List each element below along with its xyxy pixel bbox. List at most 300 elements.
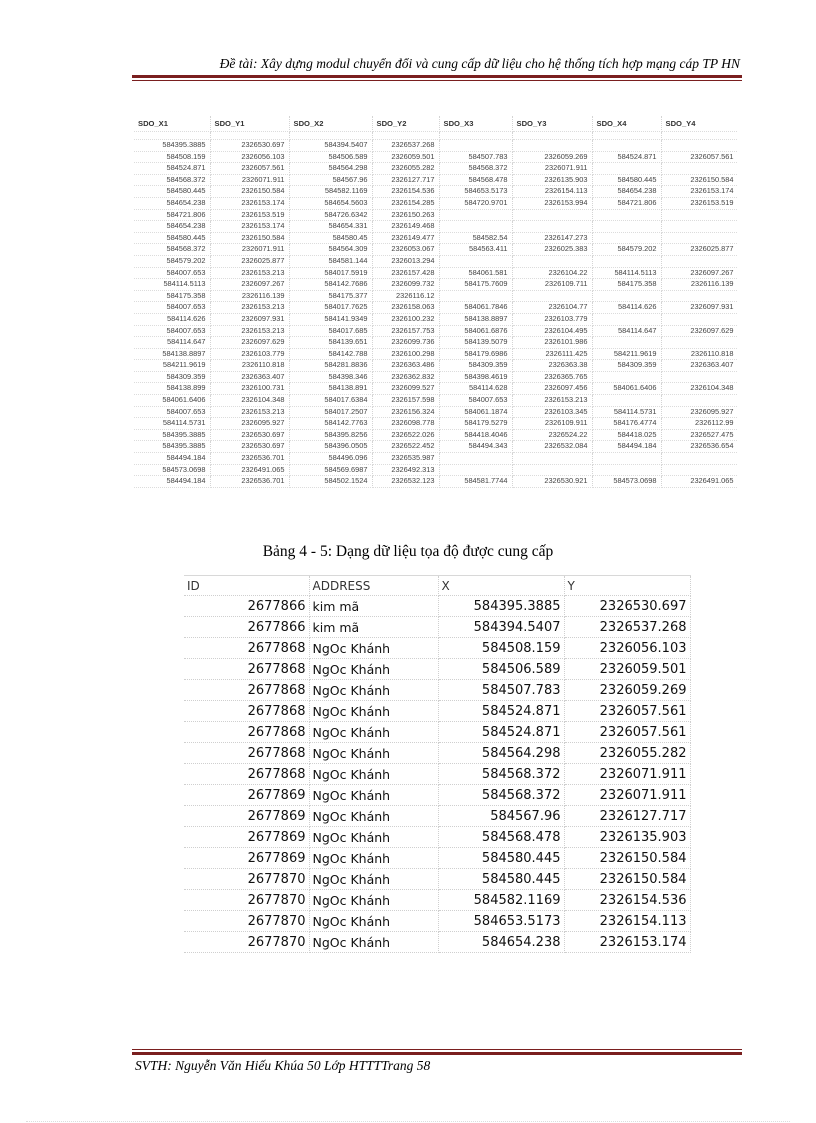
- sdo-cell: 584114.628: [439, 383, 512, 395]
- sdo-cell: 2326104.77: [512, 302, 592, 314]
- sdo-cell: 584141.9349: [289, 313, 372, 325]
- sdo-cell: 2326097.931: [661, 302, 738, 314]
- sdo-cell: 584494.343: [439, 441, 512, 453]
- sdo-cell: 584720.9701: [439, 197, 512, 209]
- sdo-cell: 584114.5113: [592, 267, 661, 279]
- sdo-cell: [512, 140, 592, 152]
- sdo-row: [134, 395, 738, 407]
- sdo-cell: 584654.238: [134, 197, 210, 209]
- sdo-cell: 584579.202: [592, 244, 661, 256]
- sdo-cell: 584418.4046: [439, 429, 512, 441]
- sdo-cell: 2326153.174: [661, 186, 738, 198]
- number-cell: 584568.372: [438, 764, 564, 785]
- number-cell: 2326135.903: [564, 827, 690, 848]
- sdo-cell: 584569.6987: [289, 464, 372, 476]
- sdo-cell: 2326097.267: [210, 279, 289, 291]
- sdo-cell: 2326116.139: [210, 290, 289, 302]
- sdo-cell: 584582.1169: [289, 186, 372, 198]
- sdo-cell: 2326071.911: [512, 163, 592, 175]
- sdo-cell: 2326149.477: [372, 232, 439, 244]
- sdo-cell: [592, 453, 661, 465]
- coord-row: [184, 701, 690, 722]
- sdo-row: [134, 453, 738, 465]
- coord-row: [184, 890, 690, 911]
- sdo-cell: 2326097.629: [210, 337, 289, 349]
- address-cell: NgOc Khánh: [309, 659, 438, 680]
- sdo-cell: [210, 132, 289, 140]
- address-cell: NgOc Khánh: [309, 869, 438, 890]
- sdo-cell: 584395.3885: [134, 441, 210, 453]
- number-cell: 584568.478: [438, 827, 564, 848]
- sdo-cell: 584567.96: [289, 174, 372, 186]
- page-bottom-border: [26, 1121, 790, 1122]
- sdo-cell: [661, 371, 738, 383]
- sdo-cell: 2326150.263: [372, 209, 439, 221]
- sdo-cell: 584114.626: [592, 302, 661, 314]
- sdo-cell: 584568.372: [134, 244, 210, 256]
- address-cell: NgOc Khánh: [309, 848, 438, 869]
- sdo-cell: [512, 464, 592, 476]
- sdo-cell: 584398.4619: [439, 371, 512, 383]
- sdo-cell: 584494.184: [134, 453, 210, 465]
- sdo-column-header: SDO_X1: [134, 116, 210, 132]
- sdo-cell: 584563.411: [439, 244, 512, 256]
- sdo-cell: 2326153.213: [210, 325, 289, 337]
- sdo-cell: 584114.5113: [134, 279, 210, 291]
- number-cell: 2326055.282: [564, 743, 690, 764]
- sdo-cell: 584494.184: [134, 476, 210, 488]
- sdo-cell: [661, 313, 738, 325]
- number-cell: 2326056.103: [564, 638, 690, 659]
- sdo-cell: 584309.359: [592, 360, 661, 372]
- number-cell: 2677868: [184, 701, 309, 722]
- sdo-cell: 2326097.931: [210, 313, 289, 325]
- sdo-cell: 2326532.123: [372, 476, 439, 488]
- sdo-cell: 584142.788: [289, 348, 372, 360]
- number-cell: 2326150.584: [564, 848, 690, 869]
- sdo-cell: 2326100.298: [372, 348, 439, 360]
- sdo-row: [134, 267, 738, 279]
- sdo-column-header: SDO_X2: [289, 116, 372, 132]
- footer-rule-thin: [132, 1049, 742, 1050]
- sdo-cell: 2326522.452: [372, 441, 439, 453]
- sdo-row: [134, 429, 738, 441]
- sdo-cell: 584396.0505: [289, 441, 372, 453]
- sdo-row: [134, 151, 738, 163]
- sdo-row: [134, 464, 738, 476]
- sdo-cell: 584568.372: [134, 174, 210, 186]
- sdo-column-header: SDO_X3: [439, 116, 512, 132]
- sdo-cell: [661, 221, 738, 233]
- sdo-cell: 2326112.99: [661, 418, 738, 430]
- sdo-cell: 584502.1524: [289, 476, 372, 488]
- sdo-cell: 2326153.519: [661, 197, 738, 209]
- sdo-cell: 584580.445: [134, 186, 210, 198]
- sdo-cell: [289, 132, 372, 140]
- sdo-cell: 584281.8836: [289, 360, 372, 372]
- sdo-cell: 584398.346: [289, 371, 372, 383]
- sdo-cell: 584061.6876: [439, 325, 512, 337]
- sdo-cell: 584017.7625: [289, 302, 372, 314]
- sdo-cell: 2326527.475: [661, 429, 738, 441]
- sdo-cell: 2326491.065: [210, 464, 289, 476]
- sdo-cell: 2326535.987: [372, 453, 439, 465]
- sdo-cell: [439, 290, 512, 302]
- sdo-cell: 2326103.345: [512, 406, 592, 418]
- sdo-cell: [661, 395, 738, 407]
- sdo-cell: 584114.5731: [592, 406, 661, 418]
- sdo-cell: 584211.9619: [134, 360, 210, 372]
- sdo-cell: 584138.8897: [439, 313, 512, 325]
- number-cell: 2677866: [184, 617, 309, 638]
- sdo-row: [134, 244, 738, 256]
- header-rule-thin: [132, 80, 742, 81]
- number-cell: 2677869: [184, 848, 309, 869]
- address-cell: NgOc Khánh: [309, 785, 438, 806]
- sdo-cell: 2326522.026: [372, 429, 439, 441]
- address-cell: NgOc Khánh: [309, 680, 438, 701]
- number-cell: 584524.871: [438, 722, 564, 743]
- sdo-cell: 2326100.232: [372, 313, 439, 325]
- sdo-cell: 584017.6384: [289, 395, 372, 407]
- coord-row: [184, 827, 690, 848]
- sdo-column-header: SDO_Y1: [210, 116, 289, 132]
- sdo-row: [134, 337, 738, 349]
- sdo-cell: 2326110.818: [661, 348, 738, 360]
- table-caption: Bảng 4 - 5: Dạng dữ liệu tọa độ được cung cấp: [262, 543, 554, 560]
- sdo-cell: 2326071.911: [210, 244, 289, 256]
- sdo-cell: [592, 209, 661, 221]
- sdo-row: [134, 221, 738, 233]
- sdo-cell: 2326071.911: [210, 174, 289, 186]
- sdo-cell: 2326524.22: [512, 429, 592, 441]
- sdo-cell: 584654.331: [289, 221, 372, 233]
- sdo-cell: 2326153.213: [210, 302, 289, 314]
- sdo-cell: 584061.6406: [592, 383, 661, 395]
- number-cell: 2326071.911: [564, 764, 690, 785]
- sdo-cell: [439, 140, 512, 152]
- number-cell: 2326154.113: [564, 911, 690, 932]
- sdo-cell: [439, 209, 512, 221]
- sdo-cell: 584007.653: [134, 406, 210, 418]
- coord-header-row: [184, 576, 690, 596]
- sdo-cell: 584721.806: [592, 197, 661, 209]
- sdo-cell: [661, 290, 738, 302]
- sdo-cell: [512, 453, 592, 465]
- sdo-row: [134, 313, 738, 325]
- sdo-cell: 2326059.501: [372, 151, 439, 163]
- sdo-cell: [439, 255, 512, 267]
- sdo-cell: 2326363.486: [372, 360, 439, 372]
- sdo-cell: 2326025.877: [210, 255, 289, 267]
- number-cell: 2677869: [184, 785, 309, 806]
- sdo-cell: 2326150.584: [210, 232, 289, 244]
- coord-table: [184, 575, 691, 953]
- sdo-cell: 2326530.697: [210, 140, 289, 152]
- sdo-cell: 584175.7609: [439, 279, 512, 291]
- coord-row: [184, 785, 690, 806]
- sdo-cell: 2326154.113: [512, 186, 592, 198]
- number-cell: 2677868: [184, 764, 309, 785]
- number-cell: 2326127.717: [564, 806, 690, 827]
- sdo-cell: [592, 221, 661, 233]
- coord-row: [184, 659, 690, 680]
- number-cell: 584567.96: [438, 806, 564, 827]
- sdo-cell: 2326154.285: [372, 197, 439, 209]
- number-cell: 2677868: [184, 659, 309, 680]
- sdo-spreadsheet-image: [134, 116, 738, 510]
- sdo-cell: 584142.7763: [289, 418, 372, 430]
- number-cell: 584524.871: [438, 701, 564, 722]
- coord-row: [184, 680, 690, 701]
- sdo-cell: 2326103.779: [210, 348, 289, 360]
- sdo-cell: 584007.653: [134, 267, 210, 279]
- coord-row: [184, 932, 690, 953]
- sdo-row: [134, 255, 738, 267]
- sdo-cell: 2326025.877: [661, 244, 738, 256]
- sdo-cell: 584573.0698: [134, 464, 210, 476]
- number-cell: 2677868: [184, 743, 309, 764]
- footer-rule-thick: [132, 1052, 742, 1055]
- address-cell: NgOc Khánh: [309, 638, 438, 659]
- sdo-cell: 2326097.629: [661, 325, 738, 337]
- sdo-cell: 2326153.519: [210, 209, 289, 221]
- sdo-cell: 2326150.584: [661, 174, 738, 186]
- sdo-cell: 2326153.213: [210, 267, 289, 279]
- sdo-cell: [592, 290, 661, 302]
- sdo-row: [134, 197, 738, 209]
- sdo-cell: 2326158.063: [372, 302, 439, 314]
- number-cell: 2677870: [184, 911, 309, 932]
- address-cell: NgOc Khánh: [309, 701, 438, 722]
- coord-row: [184, 911, 690, 932]
- sdo-cell: 584309.359: [439, 360, 512, 372]
- number-cell: 2326150.584: [564, 869, 690, 890]
- number-cell: 584580.445: [438, 869, 564, 890]
- sdo-cell: 2326530.921: [512, 476, 592, 488]
- sdo-cell: 2326536.701: [210, 453, 289, 465]
- number-cell: 2326153.174: [564, 932, 690, 953]
- sdo-cell: 584175.358: [134, 290, 210, 302]
- number-cell: 2677869: [184, 827, 309, 848]
- sdo-cell: 2326053.067: [372, 244, 439, 256]
- sdo-cell: 584061.6406: [134, 395, 210, 407]
- sdo-row: [134, 290, 738, 302]
- sdo-cell: 584142.7686: [289, 279, 372, 291]
- coord-table-image: [184, 575, 690, 953]
- number-cell: 584568.372: [438, 785, 564, 806]
- number-cell: 584506.589: [438, 659, 564, 680]
- sdo-cell: [661, 255, 738, 267]
- sdo-cell: 2326109.911: [512, 418, 592, 430]
- sdo-row: [134, 174, 738, 186]
- coord-row: [184, 596, 690, 617]
- header-rule-thick: [132, 75, 742, 78]
- sdo-cell: 584017.5919: [289, 267, 372, 279]
- sdo-cell: 584138.899: [134, 383, 210, 395]
- sdo-cell: [512, 221, 592, 233]
- sdo-cell: 584114.5731: [134, 418, 210, 430]
- sdo-column-header: SDO_Y3: [512, 116, 592, 132]
- sdo-cell: [661, 132, 738, 140]
- number-cell: 584507.783: [438, 680, 564, 701]
- sdo-row: [134, 406, 738, 418]
- sdo-cell: 2326157.753: [372, 325, 439, 337]
- coord-row: [184, 764, 690, 785]
- sdo-cell: 2326157.598: [372, 395, 439, 407]
- sdo-cell: 584580.445: [592, 174, 661, 186]
- sdo-cell: [439, 464, 512, 476]
- sdo-cell: 584564.298: [289, 163, 372, 175]
- sdo-cell: 2326530.697: [210, 441, 289, 453]
- address-cell: NgOc Khánh: [309, 890, 438, 911]
- sdo-cell: 2326147.273: [512, 232, 592, 244]
- sdo-cell: [592, 337, 661, 349]
- footer-text: SVTH: Nguyễn Văn Hiếu Khúa 50 Lớp HTTTTrang 58: [135, 1058, 431, 1073]
- sdo-cell: 2326100.731: [210, 383, 289, 395]
- number-cell: 584394.5407: [438, 617, 564, 638]
- coord-row: [184, 869, 690, 890]
- sdo-cell: 584017.2507: [289, 406, 372, 418]
- sdo-cell: 584395.3885: [134, 429, 210, 441]
- sdo-cell: 2326491.065: [661, 476, 738, 488]
- sdo-cell: 584579.202: [134, 255, 210, 267]
- sdo-cell: 2326537.268: [372, 140, 439, 152]
- sdo-cell: 584580.445: [134, 232, 210, 244]
- sdo-cell: [512, 132, 592, 140]
- sdo-row: [134, 441, 738, 453]
- number-cell: 2326071.911: [564, 785, 690, 806]
- sdo-cell: 584139.5079: [439, 337, 512, 349]
- sdo-cell: [661, 464, 738, 476]
- sdo-cell: 2326110.818: [210, 360, 289, 372]
- sdo-cell: [512, 255, 592, 267]
- sdo-cell: 2326532.084: [512, 441, 592, 453]
- sdo-cell: 2326492.313: [372, 464, 439, 476]
- number-cell: 2326059.501: [564, 659, 690, 680]
- sdo-row: [134, 232, 738, 244]
- sdo-cell: 584580.45: [289, 232, 372, 244]
- sdo-column-header: SDO_X4: [592, 116, 661, 132]
- number-cell: 2326530.697: [564, 596, 690, 617]
- sdo-cell: 2326103.779: [512, 313, 592, 325]
- sdo-cell: 584017.685: [289, 325, 372, 337]
- sdo-cell: 584506.589: [289, 151, 372, 163]
- sdo-cell: 2326153.213: [210, 406, 289, 418]
- sdo-column-header: SDO_Y2: [372, 116, 439, 132]
- sdo-row: [134, 476, 738, 488]
- sdo-cell: 2326149.468: [372, 221, 439, 233]
- address-cell: NgOc Khánh: [309, 806, 438, 827]
- sdo-row: [134, 302, 738, 314]
- address-cell: kim mã: [309, 596, 438, 617]
- sdo-cell: 2326157.428: [372, 267, 439, 279]
- coord-column-header: ID: [184, 576, 309, 596]
- coord-row: [184, 638, 690, 659]
- sdo-cell: 584138.891: [289, 383, 372, 395]
- sdo-cell: 584564.309: [289, 244, 372, 256]
- sdo-cell: 584061.581: [439, 267, 512, 279]
- sdo-cell: [661, 209, 738, 221]
- sdo-cell: 584573.0698: [592, 476, 661, 488]
- sdo-row: [134, 279, 738, 291]
- coord-row: [184, 743, 690, 764]
- number-cell: 2326537.268: [564, 617, 690, 638]
- sdo-cell: 2326530.697: [210, 429, 289, 441]
- sdo-table: [134, 116, 738, 488]
- number-cell: 584653.5173: [438, 911, 564, 932]
- sdo-cell: 584508.159: [134, 151, 210, 163]
- sdo-cell: 2326025.383: [512, 244, 592, 256]
- sdo-cell: 584654.5603: [289, 197, 372, 209]
- sdo-cell: 584582.54: [439, 232, 512, 244]
- number-cell: 2677868: [184, 722, 309, 743]
- sdo-cell: 584524.871: [134, 163, 210, 175]
- number-cell: 2326059.269: [564, 680, 690, 701]
- sdo-row: [134, 140, 738, 152]
- coord-column-header: Y: [564, 576, 690, 596]
- number-cell: 2677866: [184, 596, 309, 617]
- sdo-cell: [592, 371, 661, 383]
- address-cell: kim mã: [309, 617, 438, 638]
- sdo-cell: 2326135.903: [512, 174, 592, 186]
- sdo-cell: 2326104.495: [512, 325, 592, 337]
- sdo-cell: 2326104.22: [512, 267, 592, 279]
- sdo-cell: 2326116.139: [661, 279, 738, 291]
- sdo-cell: 584114.647: [592, 325, 661, 337]
- coord-column-header: X: [438, 576, 564, 596]
- sdo-row: [134, 418, 738, 430]
- sdo-row: [134, 348, 738, 360]
- sdo-cell: 584568.478: [439, 174, 512, 186]
- sdo-cell: [592, 313, 661, 325]
- sdo-cell: 584654.238: [134, 221, 210, 233]
- number-cell: 2677869: [184, 806, 309, 827]
- sdo-cell: 584395.8256: [289, 429, 372, 441]
- sdo-cell: [661, 337, 738, 349]
- number-cell: 584508.159: [438, 638, 564, 659]
- sdo-cell: 2326099.732: [372, 279, 439, 291]
- sdo-cell: 2326150.584: [210, 186, 289, 198]
- sdo-cell: 2326153.174: [210, 221, 289, 233]
- address-cell: NgOc Khánh: [309, 911, 438, 932]
- coord-row: [184, 617, 690, 638]
- sdo-cell: [592, 132, 661, 140]
- sdo-cell: [592, 232, 661, 244]
- sdo-cell: 584581.144: [289, 255, 372, 267]
- sdo-cell: 2326109.711: [512, 279, 592, 291]
- sdo-cell: 584179.5279: [439, 418, 512, 430]
- number-cell: 2326057.561: [564, 701, 690, 722]
- number-cell: 584395.3885: [438, 596, 564, 617]
- sdo-cell: 584309.359: [134, 371, 210, 383]
- sdo-cell: 2326111.425: [512, 348, 592, 360]
- sdo-cell: [592, 255, 661, 267]
- sdo-cell: 584139.651: [289, 337, 372, 349]
- sdo-cell: 584507.783: [439, 151, 512, 163]
- sdo-cell: 2326104.348: [661, 383, 738, 395]
- sdo-spacer-row: [134, 132, 738, 140]
- sdo-column-header: SDO_Y4: [661, 116, 738, 132]
- sdo-cell: [661, 163, 738, 175]
- sdo-row: [134, 186, 738, 198]
- sdo-cell: 584568.372: [439, 163, 512, 175]
- sdo-cell: 2326098.778: [372, 418, 439, 430]
- sdo-cell: 2326153.994: [512, 197, 592, 209]
- sdo-header-row: [134, 116, 738, 132]
- sdo-cell: [439, 453, 512, 465]
- sdo-cell: 2326099.527: [372, 383, 439, 395]
